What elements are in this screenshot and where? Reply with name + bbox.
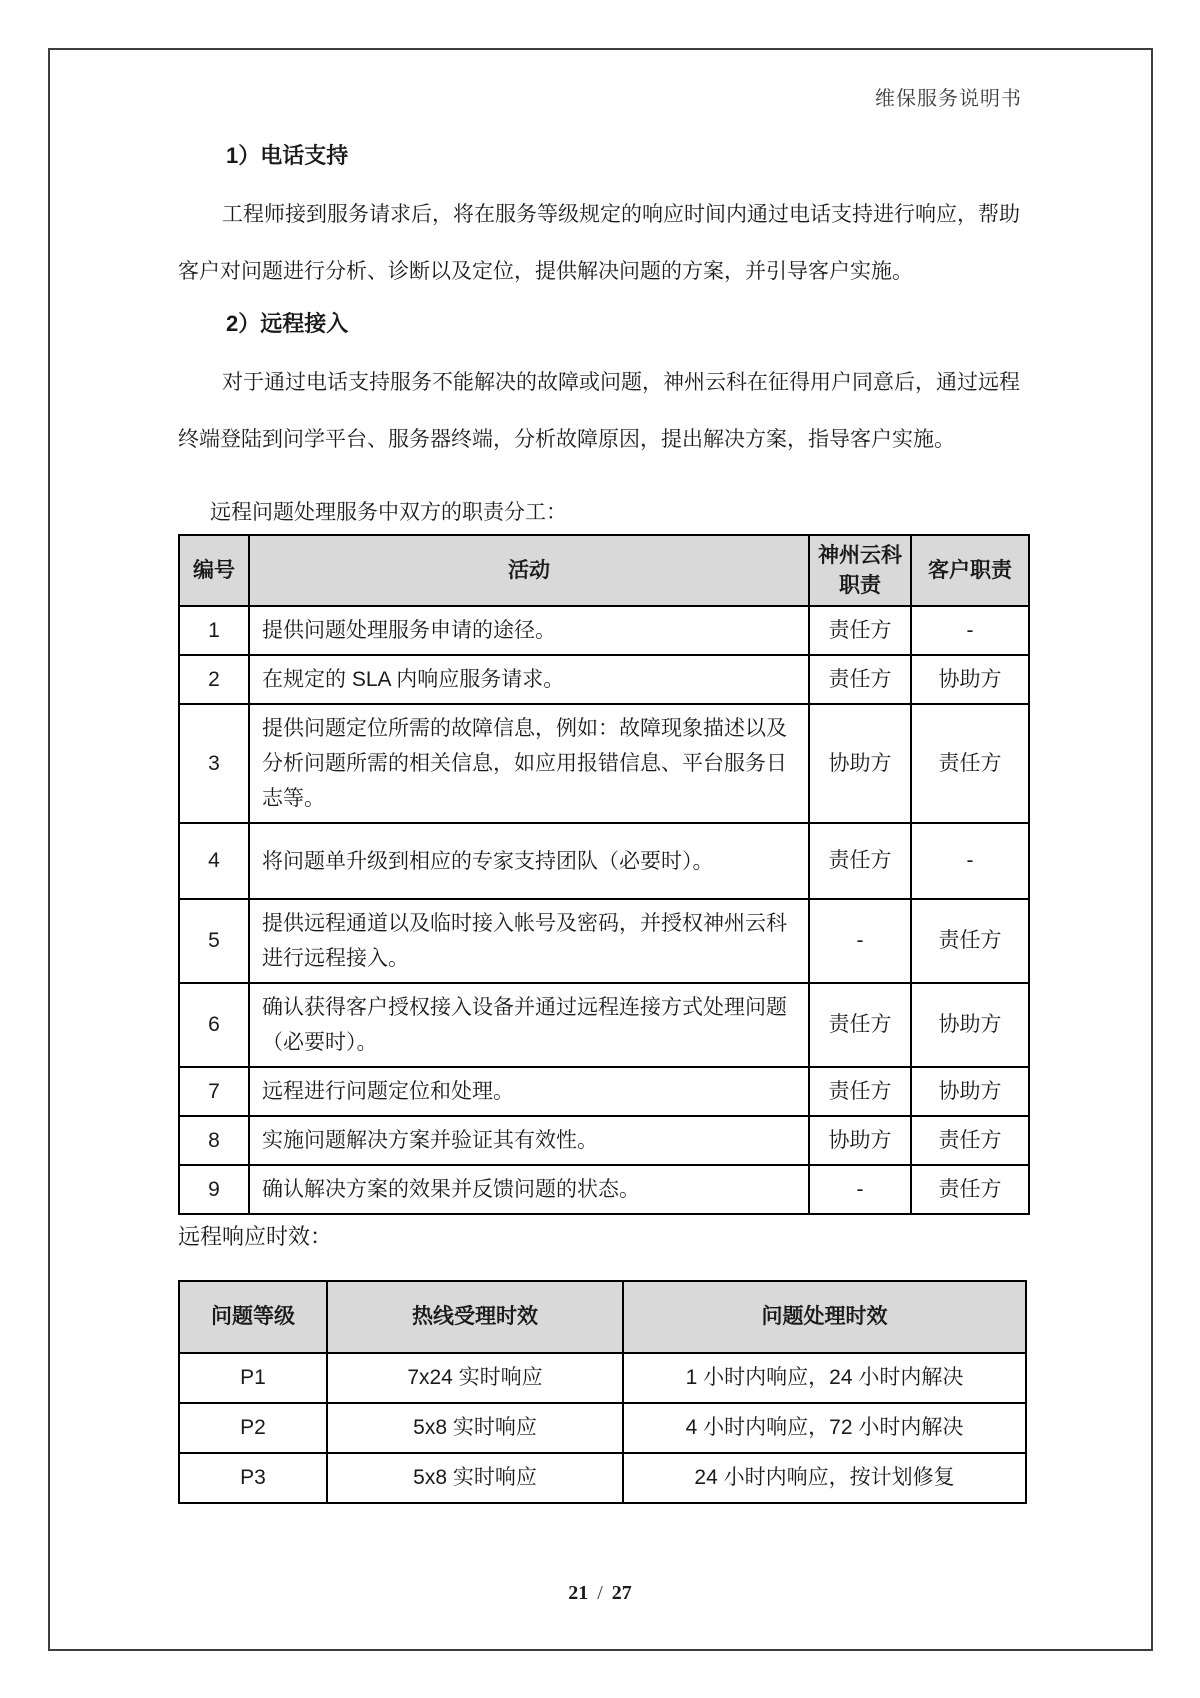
table-row [179, 899, 1029, 983]
table-cell: 提供问题定位所需的故障信息，例如：故障现象描述以及分析问题所需的相关信息，如应用报错信息、平台服务日志等。 [249, 704, 809, 823]
table-cell: 1 小时内响应，24 小时内解决 [623, 1353, 1026, 1403]
section-1-heading: 1）电话支持 [226, 143, 349, 168]
table-cell: P3 [179, 1453, 327, 1503]
table-cell: 协助方 [809, 1116, 911, 1165]
table-cell: 提供远程通道以及临时接入帐号及密码，并授权神州云科进行远程接入。 [249, 899, 809, 983]
response-time-table [178, 1280, 1027, 1504]
header-cell-handling: 问题处理时效 [623, 1281, 1026, 1353]
table-cell: 协助方 [809, 704, 911, 823]
table-row [179, 1353, 1026, 1403]
page-number-separator: / [597, 1582, 603, 1604]
table-cell: 4 小时内响应，72 小时内解决 [623, 1403, 1026, 1453]
table-cell: 5x8 实时响应 [327, 1403, 623, 1453]
table-cell: 5x8 实时响应 [327, 1453, 623, 1503]
table-row [179, 655, 1029, 704]
section-2-heading: 2）远程接入 [226, 311, 349, 336]
table-row [179, 1067, 1029, 1116]
table-row [179, 606, 1029, 655]
table-cell: 7 [179, 1067, 249, 1116]
table-cell: - [911, 823, 1029, 899]
table-cell: 24 小时内响应，按计划修复 [623, 1453, 1026, 1503]
table-cell: 4 [179, 823, 249, 899]
header-cell-customer: 客户职责 [911, 535, 1029, 606]
table-row [179, 983, 1029, 1067]
responsibility-table-intro: 远程问题处理服务中双方的职责分工： [210, 501, 567, 524]
table-header-row [179, 535, 1029, 606]
table-cell: 2 [179, 655, 249, 704]
table-cell: 责任方 [911, 899, 1029, 983]
table-cell: 1 [179, 606, 249, 655]
header-cell-activity: 活动 [249, 535, 809, 606]
response-time-label: 远程响应时效： [178, 1224, 333, 1249]
table-cell: 3 [179, 704, 249, 823]
table-cell: 责任方 [809, 983, 911, 1067]
table-cell: P2 [179, 1403, 327, 1453]
table-cell: 7x24 实时响应 [327, 1353, 623, 1403]
table-cell: 责任方 [809, 606, 911, 655]
table-cell: P1 [179, 1353, 327, 1403]
table-cell: 在规定的 SLA 内响应服务请求。 [249, 655, 809, 704]
page-number [0, 1582, 1200, 1605]
table-cell: - [809, 899, 911, 983]
table-row [179, 1403, 1026, 1453]
table-cell: 责任方 [809, 823, 911, 899]
section-1-paragraph: 工程师接到服务请求后，将在服务等级规定的响应时间内通过电话支持进行响应，帮助客户对问题进行分析、诊断以及定位，提供解决问题的方案，并引导客户实施。 [178, 203, 1020, 283]
table-cell: 提供问题处理服务申请的途径。 [249, 606, 809, 655]
table-row [179, 1453, 1026, 1503]
table-cell: 确认解决方案的效果并反馈问题的状态。 [249, 1165, 809, 1214]
table-cell: 将问题单升级到相应的专家支持团队（必要时）。 [249, 823, 809, 899]
page-number-total: 27 [611, 1582, 632, 1604]
header-cell-hotline: 热线受理时效 [327, 1281, 623, 1353]
table-cell: - [911, 606, 1029, 655]
table-cell: 协助方 [911, 1067, 1029, 1116]
table-cell: 责任方 [809, 1067, 911, 1116]
table-cell: - [809, 1165, 911, 1214]
table-cell: 确认获得客户授权接入设备并通过远程连接方式处理问题（必要时）。 [249, 983, 809, 1067]
table-cell: 协助方 [911, 983, 1029, 1067]
header-cell-yunke: 神州云科职责 [809, 535, 911, 606]
header-cell-level: 问题等级 [179, 1281, 327, 1353]
table-row [179, 1165, 1029, 1214]
table-cell: 远程进行问题定位和处理。 [249, 1067, 809, 1116]
table-header-row [179, 1281, 1026, 1353]
table-cell: 5 [179, 899, 249, 983]
table-row [179, 1116, 1029, 1165]
table-cell: 9 [179, 1165, 249, 1214]
table-cell: 责任方 [911, 1165, 1029, 1214]
table-cell: 责任方 [911, 1116, 1029, 1165]
table-cell: 8 [179, 1116, 249, 1165]
table-row [179, 823, 1029, 899]
section-2-paragraph: 对于通过电话支持服务不能解决的故障或问题，神州云科在征得用户同意后，通过远程终端登陆到问学平台、服务器终端，分析故障原因，提出解决方案，指导客户实施。 [178, 371, 1020, 451]
table-cell: 实施问题解决方案并验证其有效性。 [249, 1116, 809, 1165]
page-number-current: 21 [568, 1582, 589, 1604]
document-header-title: 维保服务说明书 [875, 88, 1022, 110]
header-cell-number: 编号 [179, 535, 249, 606]
table-row [179, 704, 1029, 823]
table-cell: 责任方 [809, 655, 911, 704]
table-cell: 6 [179, 983, 249, 1067]
responsibility-table [178, 534, 1030, 1215]
table-cell: 协助方 [911, 655, 1029, 704]
table-cell: 责任方 [911, 704, 1029, 823]
